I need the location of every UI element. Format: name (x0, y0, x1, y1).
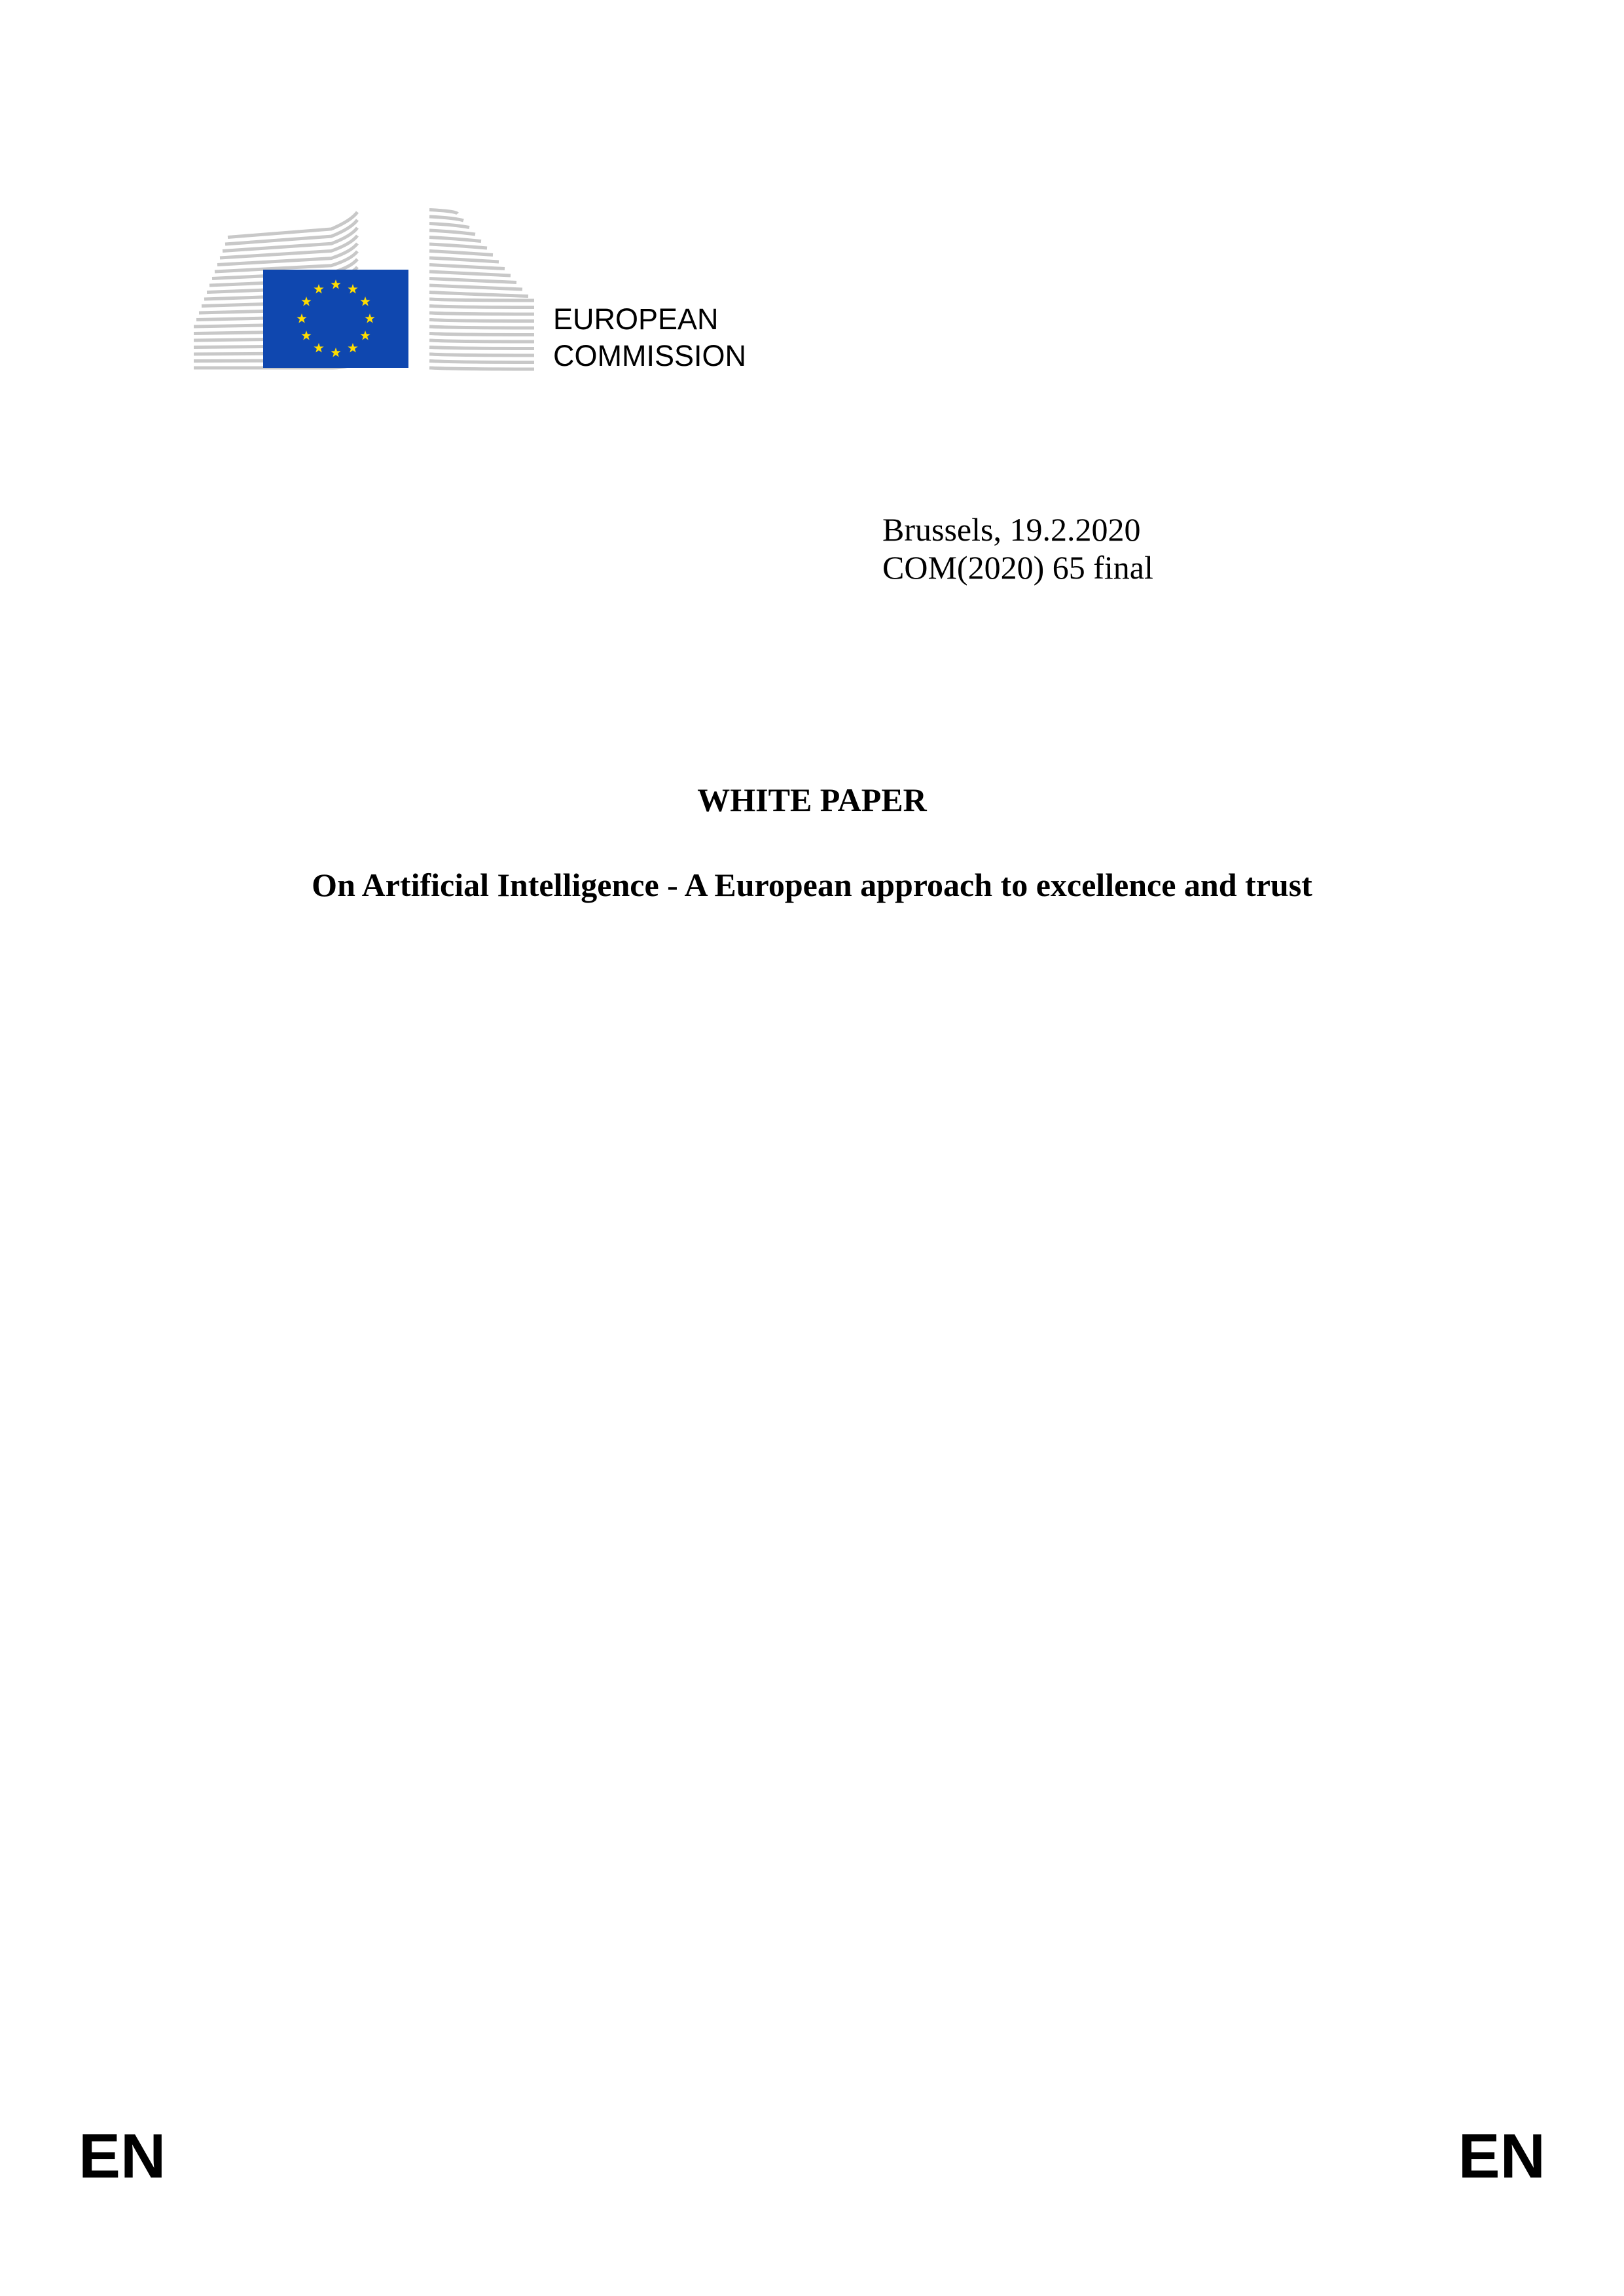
organization-name-line1: EUROPEAN (553, 302, 719, 336)
european-commission-logo-icon (194, 196, 534, 373)
language-code-left: EN (79, 2121, 166, 2191)
document-type: WHITE PAPER (697, 781, 927, 818)
place-date: Brussels, 19.2.2020 (882, 511, 1141, 548)
reference-block (882, 511, 1153, 586)
organization-name-line2: COMMISSION (553, 339, 747, 372)
document-number: COM(2020) 65 final (882, 549, 1153, 586)
document-title: On Artificial Intelligence - A European approach to excellence and trust (312, 867, 1312, 903)
organization-name (553, 301, 746, 374)
language-code-right: EN (1458, 2121, 1545, 2191)
